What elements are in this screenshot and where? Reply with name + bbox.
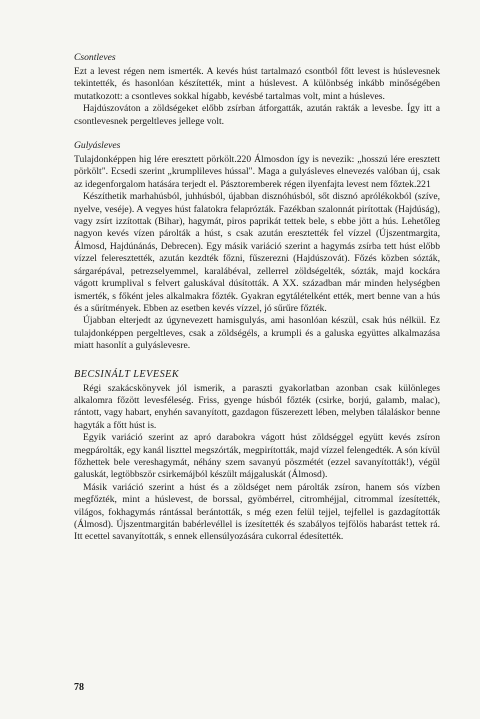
paragraph: Egyik variáció szerint az apró darabokra vágott húst zöldséggel együtt kevés zsíron megpárolták, egy kanál liszttel megszórták, megpirították, majd vízzel felengedték. A són kívül főzhettek bele vereshagymát, néhány szem savanyú pöszmétét (ezzel savanyították!), végül galuskát, legtöbbször csirkemájból készült májgaluskát (Álmosd). [74, 432, 440, 481]
paragraph: Hajdúszováton a zöldségeket előbb zsírban átforgatták, azután rakták a levesbe. Így itt a csontlevesnek pergeltleves jellege volt. [74, 103, 440, 127]
page-number: 78 [74, 682, 84, 693]
paragraph: Régi szakácskönyvek jól ismerik, a paraszti gyakorlatban azonban csak különleges alkalomra főzött levesféleség. Friss, gyenge húsból főzték (csirke, borjú, galamb, malac), rántott, vagy habart, enyhén savanyított, gazdagon fűszerezett lében, melyben tálaláskor benne hagyták a főtt húst is. [74, 382, 440, 431]
paragraph: Másik variáció szerint a húst és a zöldséget nem párolták zsíron, hanem sós vízben megfőzték, mint a húslevest, de borssal, gyömbérrel, citromhéjjal, citrommal ízesítették, világos, fokhagymás rántással berántották, s még ezen felül tejjel, tejfellel is gazdagították (Álmosd). Újszentmargitán babérlevéllel is ízesítették és szabályos tejfölös habarást tettek rá. Itt ecettel savanyították, s ennek ellensúlyozására cukorral édesítették. [74, 481, 440, 543]
section-title-csontleves: Csontleves [74, 52, 116, 63]
paragraph: Újabban elterjedt az úgynevezett hamisgulyás, ami hasonlóan készül, csak hús nélkül. Ez tulajdonképpen pergeltleves, csak a zöldségéls, a krumpli és a galuska együttes alkalmazása miatt hasonlít a gulyáslevesre. [74, 315, 440, 352]
section-title-becsinalt-levesek: BECSINÁLT LEVESEK [74, 368, 180, 380]
section-title-gulyasleves: Gulyásleves [74, 140, 121, 152]
paragraph: Készíthetik marhahúsból, juhhúsból, újabban disznóhúsból, sőt disznó aprólékokból (szíve, nyelve, veséje). A vegyes húst falatokra felaprózták. Fazékban szalonnát pirítottak (Hajdúság), vagy zsírt izzítottak (Bihar), hagymát, piros paprikát tettek bele, s ebbe jött a hús. Lehetőleg nagyon kevés vízen párolták a húst, s csak azután eresztették fel vízzel (Újszentmargita, Álmosd, Hajdúnánás, Debrecen). Egy másik variáció szerint a hagymás zsírba tett húst előbb vízzel feleresztették, azután kezdték főzni, fűszerezni (Hajdúszovát). Főzés közben sózták, sárgarépával, petrezselyemmel, karalábéval, zellerrel zöldségelték, sózták, majd kockára vágott krumplival s felvert galuskával dúsították. A XX. században már minden helységben ismerték, s főként jeles alkalmakra főzték. Gyakran egytálételként ették, mert benne van a hús és a sűrítmények. Ebben az esetben kevés vízzel, jó sűrűre főzték. [74, 191, 440, 314]
paragraph: Tulajdonképpen hig lére eresztett pörkölt.220 Álmosdon így is nevezik: „hosszú lére eresztett pörkölt". Ecsedi szerint „krumplileves hússal". Maga a gulyásleves elnevezés valóban új, csak az idegenforgalom hatására terjedt el. Pásztoremberek régen ilyenfajta levest nem főztek.221 [74, 154, 440, 190]
paragraph: Ezt a levest régen nem ismerték. A kevés húst tartalmazó csontból főtt levest is húslevesnek tekintették, és hasonlóan készítették, mint a húslevest. A különbség inkább minőségében mutatkozott: a csontleves sokkal hígabb, kevésbé tartalmas volt, mint a húsleves. [74, 66, 440, 102]
